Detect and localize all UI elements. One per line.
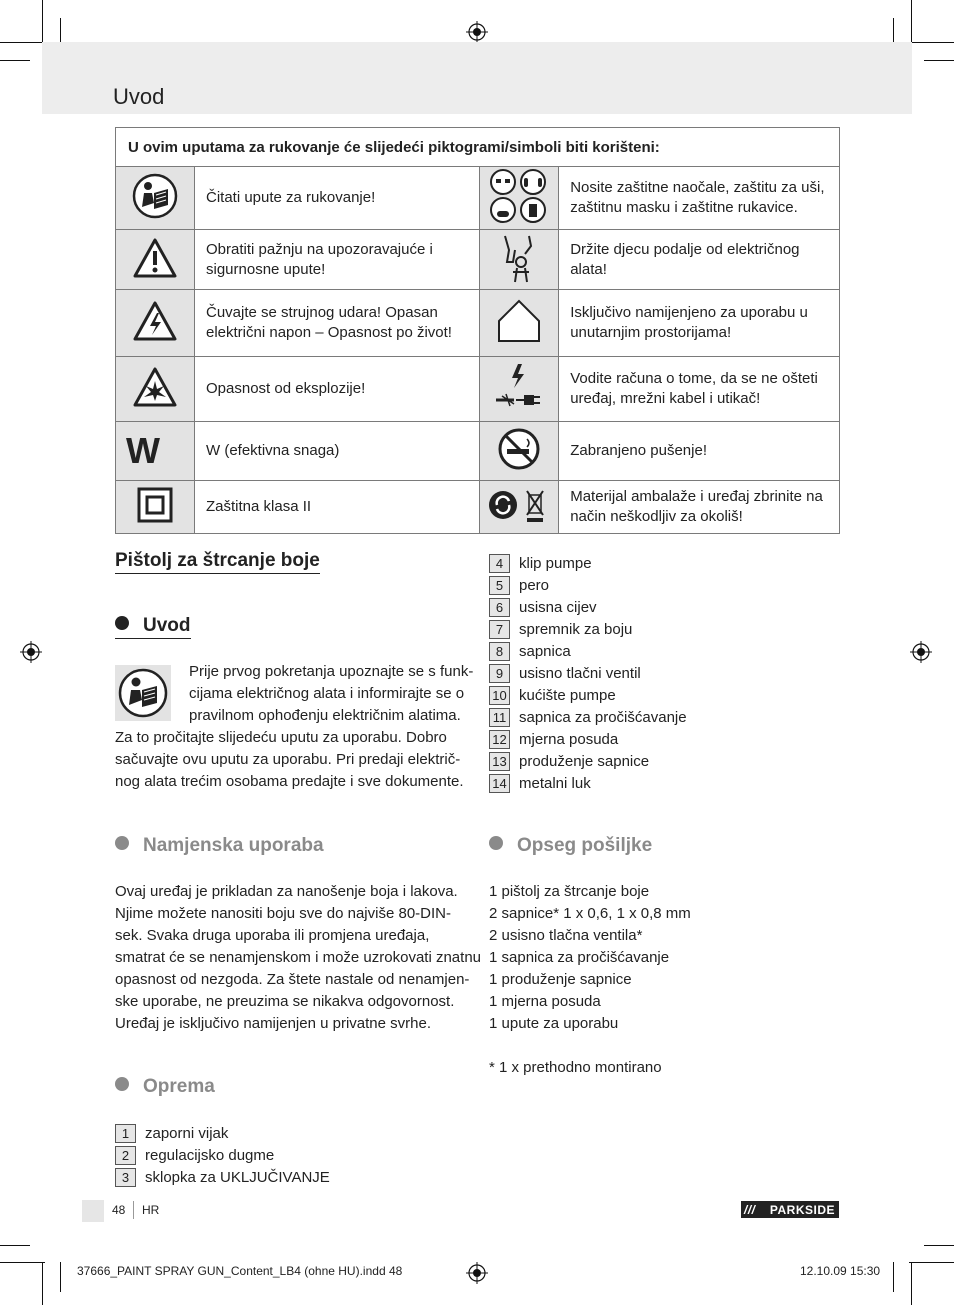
list-item: 11 sapnica za pročišćavanje [489,706,687,728]
read-manual-icon [115,665,171,721]
list-item: 7 spremnik za boju [489,618,687,640]
symbol-description: Isključivo namijenjeno za uporabu u unutarnjim prostorijama! [559,290,840,357]
list-item: 8 sapnica [489,640,687,662]
symbol-description: Obratiti pažnju na upozoravajuće i sigurnosne upute! [195,230,480,290]
children-away-icon [499,232,539,284]
list-item: 4 klip pumpe [489,552,687,574]
uvod-paragraph-bottom: Za to pročitajte slijedeću uputu za uporabu. Dobro sačuvajte ovu uputu za uporabu. Pri predaji električ- nog alata trećim osobama predajte i sve dokumente. [115,729,464,790]
symbol-description: Nosite zaštitne naočale, zaštitu za uši, zaštitnu masku i zaštitne rukavice. [559,167,840,230]
symbol-description: Držite djecu podalje od električnog alata! [559,230,840,290]
cable-damage-icon [492,360,546,414]
registration-mark-icon [910,641,932,663]
bullet-icon [489,836,503,850]
symbols-table-heading: U ovim uputama za rukovanje će slijedeći piktogrami/simboli biti korišteni: [116,128,840,167]
list-item: 9 usisno tlačni ventil [489,662,687,684]
print-slug-date: 12.10.09 15:30 [800,1264,881,1278]
section-main-title: Pištolj za štrcanje boje [115,550,320,574]
symbol-description: Materijal ambalaže i uređaj zbrinite na način neškodljiv za okoliš! [559,481,840,534]
list-item: 6 usisna cijev [489,596,687,618]
registration-mark-icon [466,1262,488,1284]
symbol-description: Zaštitna klasa II [195,481,480,534]
list-item: 5 pero [489,574,687,596]
crop-mark [909,1262,954,1263]
bullet-icon [115,836,129,850]
section-oprema-heading: Oprema [115,1076,215,1098]
electric-shock-icon [133,301,177,341]
page-title: Uvod [113,84,165,109]
namjenska-paragraph: Ovaj uređaj je prikladan za nanošenje boja i lakova. Njime možete nanositi boju sve do najviše 80-DIN- sek. Svaka druga uporaba ili promjena uređaja, smatrat će se nenamjenskom i može uzrokovati znatnu opasnost od nezgoda. Za štete nastale od nenamjen- ske uporabe, ne preuzima se nikakva odgovornost. Uređaj je isključivo namijenjen u privatne svrhe. [115,883,481,1032]
symbol-description: W (efektivna snaga) [195,422,480,481]
footer-divider [133,1201,134,1219]
section-namjenska-heading: Namjenska uporaba [115,835,324,857]
list-item: 1 zaporni vijak [115,1122,330,1144]
no-smoking-icon [497,427,541,471]
registration-mark-icon [20,641,42,663]
protective-gear-icon [487,167,551,225]
list-item: 3 sklopka za UKLJUČIVANJE [115,1166,330,1188]
warning-triangle-icon [133,238,177,278]
opseg-list: 1 pištolj za štrcanje boje 2 sapnice* 1 x 0,6, 1 x 0,8 mm 2 usisno tlačna ventila* 1 sapnica za pročišćavanje 1 produženje sapnice 1 mjerna posuda 1 upute za uporabu * 1 x prethodno montirano [489,881,691,1079]
bullet-icon [115,1077,129,1091]
parts-list [115,1122,330,1188]
list-item: 10 kućište pumpe [489,684,687,706]
parkside-logo: /// PARKSIDE [741,1201,839,1218]
read-manual-icon-box [115,665,171,721]
crop-mark [911,1262,912,1305]
language-code: HR [142,1203,160,1217]
page-number: 48 [112,1203,126,1217]
protection-class-2-icon [137,487,173,523]
indoor-use-icon [495,297,543,345]
crop-mark [60,1262,61,1292]
list-item: 2 regulacijsko dugme [115,1144,330,1166]
crop-mark [0,1262,45,1263]
crop-mark [924,60,954,61]
crop-mark [909,42,954,43]
uvod-paragraph-top: Prije prvog pokretanja upoznajte se s funk- cijama električnog alata i informirajte se o pravilnom ophođenju električnim alatima. [189,663,474,724]
symbol-description: Čitati upute za rukovanje! [195,167,480,230]
crop-mark [0,42,45,43]
symbol-description: Zabranjeno pušenje! [559,422,840,481]
header-band [42,42,912,114]
crop-mark [893,1262,894,1292]
list-item: 13 produženje sapnice [489,750,687,772]
crop-mark [0,1245,30,1246]
symbol-description: Opasnost od eksplozije! [195,357,480,422]
symbol-description: Vodite računa o tome, da se ne ošteti uređaj, mrežni kabel i utikač! [559,357,840,422]
registration-mark-icon [466,21,488,43]
section-uvod-heading: Uvod [115,615,191,639]
parts-list-continued [489,552,687,794]
opseg-note: * 1 x prethodno montirano [489,1059,662,1076]
crop-mark [42,0,43,45]
symbols-table [115,127,840,534]
list-item: 12 mjerna posuda [489,728,687,750]
symbol-description: Čuvajte se strujnog udara! Opasan električni napon – Opasnost po život! [195,290,480,357]
crop-mark [0,60,30,61]
crop-mark [42,1262,43,1305]
crop-mark [911,0,912,45]
recycling-icon [487,483,551,527]
section-opseg-heading: Opseg pošiljke [489,835,652,857]
bullet-icon [115,616,129,630]
watt-icon: W [126,430,160,471]
crop-mark [924,1245,954,1246]
read-manual-icon [132,173,178,219]
explosion-icon [133,367,177,407]
list-item: 14 metalni luk [489,772,687,794]
print-slug-file: 37666_PAINT SPRAY GUN_Content_LB4 (ohne HU).indd 48 [77,1264,403,1278]
page-number-box [82,1200,104,1222]
